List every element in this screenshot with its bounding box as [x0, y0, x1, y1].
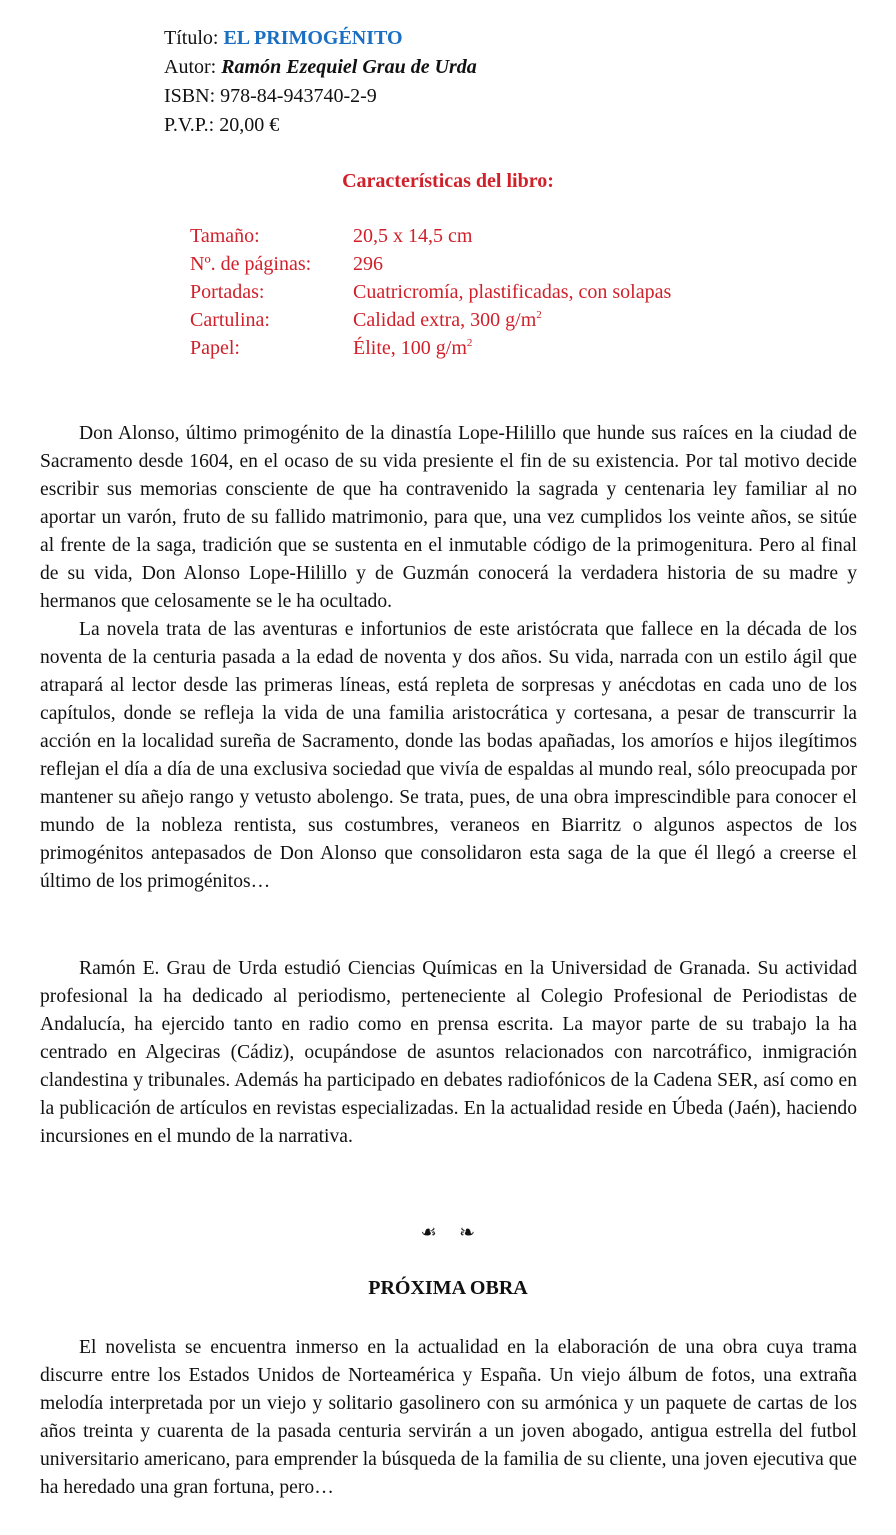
bio-paragraph: Ramón E. Grau de Urda estudió Ciencias Químicas en la Universidad de Granada. Su actividad profesional la ha dedicado al periodismo, perteneciente al Colegio Profesional de Periodistas de Andalucía, ha ejercido tanto en radio como en prensa escrita. La mayor parte de su trabajo la ha centrado en Algeciras (Cádiz), ocupándose de asuntos relacionados con narcotráfico, inmigración clandestina y tribunales. Además ha participado en debates radiofónicos de la Cadena SER, así como en la publicación de artículos en revistas especializadas. En la actualidad reside en Úbeda (Jaén), haciendo incursiones en el mundo de la narrativa. — [40, 958, 857, 1147]
spec-value: Élite, 100 $g/m^2$ — [353, 337, 473, 359]
features-heading: Características del libro: — [342, 170, 554, 192]
floral-heart-ornament-icon: ☙ — [459, 1222, 476, 1242]
synopsis — [40, 420, 857, 896]
spec-value: 20,5 x 14,5 cm — [353, 225, 473, 247]
title-row — [164, 24, 477, 53]
author-bio — [40, 955, 857, 1151]
next-work — [40, 1334, 857, 1502]
next-work-heading: PRÓXIMA OBRA — [368, 1277, 528, 1299]
author-label: Autor: — [164, 56, 217, 78]
spec-value: Cuatricromía, plastificadas, con solapas — [353, 281, 672, 303]
spec-label: Portadas: — [190, 281, 265, 303]
book-metadata — [164, 24, 477, 140]
isbn-row — [164, 82, 477, 111]
floral-heart-ornament-icon: ☙ — [420, 1222, 437, 1242]
spec-value: 296 — [353, 253, 383, 275]
section-divider — [0, 1220, 896, 1244]
book-isbn: 978-84-943740-2-9 — [220, 85, 377, 107]
spec-value: Calidad extra, 300 $g/m^2$ — [353, 309, 542, 331]
spec-label: Papel: — [190, 337, 240, 359]
synopsis-paragraph: La novela trata de las aventuras e infortunios de este aristócrata que fallece en la década de los noventa de la centuria pasada a la edad de noventa y dos años. Su vida, narrada con un estilo ágil que atrapará al lector desde las primeras líneas, está repleta de sorpresas y anécdotas en cada uno de los capítulos, donde se refleja la vida de una familia aristocrática y cortesana, a pesar de transcurrir la acción en la localidad sureña de Sacramento, donde las bodas apañadas, los amoríos e hijos ilegítimos reflejan el día a día de una exclusiva sociedad que vivía de espaldas al mundo real, sólo preocupada por mantener su añejo rango y vetusto abolengo. Se trata, pues, de una obra imprescindible para conocer el mundo de la nobleza rentista, sus costumbres, veraneos en Biarritz o algunos aspectos de los primogénitos antepasados de Don Alonso que consolidaron esta saga de la que él llegó a creerse el último de los primogénitos… — [40, 619, 857, 892]
book-title: EL PRIMOGÉNITO — [223, 27, 403, 49]
next-work-paragraph: El novelista se encuentra inmerso en la actualidad en la elaboración de una obra cuya trama discurre entre los Estados Unidos de Norteamérica y España. Un viejo álbum de fotos, una extraña melodía interpretada por un viejo y solitario gasolinero con su armónica y un paquete de cartas de los años treinta y cuarenta de la pasada centuria servirán a un joven abogado, antigua estrella del futbol universitario americano, para emprender la búsqueda de la familia de su cliente, una joven ejecutiva que ha heredado una gran fortuna, pero… — [40, 1337, 857, 1498]
author-row — [164, 53, 477, 82]
book-author: Ramón Ezequiel Grau de Urda — [221, 56, 477, 78]
spec-row — [190, 250, 671, 278]
spec-row — [190, 278, 671, 306]
specs-table — [190, 222, 671, 362]
spec-label: Nº. de páginas: — [190, 253, 312, 275]
spec-row — [190, 334, 671, 362]
spec-label: Cartulina: — [190, 309, 270, 331]
price-row — [164, 111, 477, 140]
isbn-label: ISBN: — [164, 85, 216, 107]
synopsis-paragraph: Don Alonso, último primogénito de la dinastía Lope-Hilillo que hunde sus raíces en la ciudad de Sacramento desde 1604, en el ocaso de su vida presiente el fin de su existencia. Por tal motivo decide escribir sus memorias consciente de que ha contravenido la sagrada y centenaria ley familiar al no aportar un varón, fruto de su fallido matrimonio, para que, una vez cumplidos los veinte años, se sitúe al frente de la saga, tradición que se sustenta en el inmutable código de la primogenitura. Pero al final de su vida, Don Alonso Lope-Hilillo y de Guzmán conocerá la verdadera historia de su madre y hermanos que celosamente se le ha ocultado. — [40, 423, 857, 612]
title-label: Título: — [164, 27, 219, 49]
spec-row — [190, 222, 671, 250]
spec-row — [190, 306, 671, 334]
book-price: 20,00 € — [219, 114, 280, 136]
price-label: P.V.P.: — [164, 114, 215, 136]
spec-label: Tamaño: — [190, 225, 260, 247]
